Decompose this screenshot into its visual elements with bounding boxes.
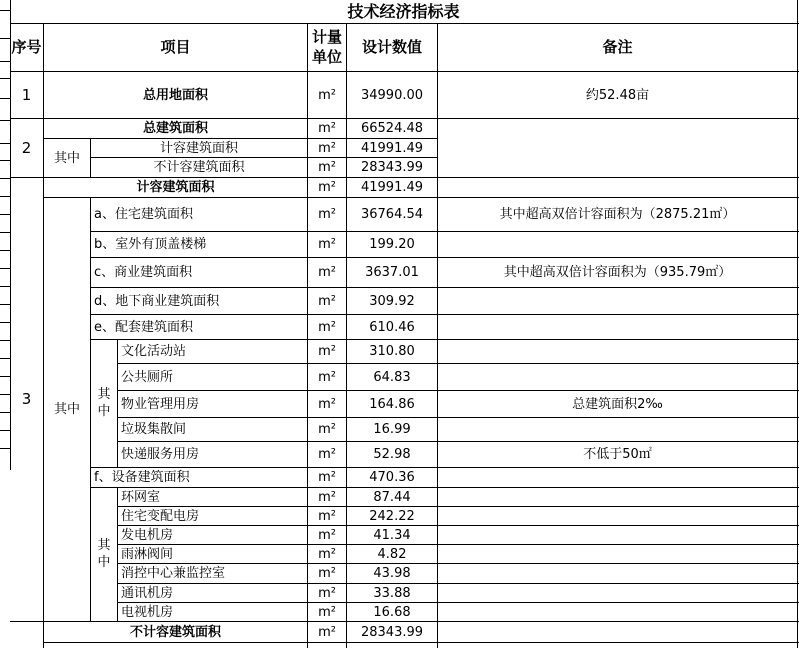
stub-line: [0, 412, 10, 413]
stub-line: [0, 38, 10, 39]
stub-line: [0, 196, 10, 197]
row-f3-item: 发电机房: [121, 527, 174, 543]
row-f5-value: 43.98: [373, 566, 411, 581]
row-e-unit: m²: [318, 319, 336, 335]
stub-line: [0, 322, 10, 323]
row-e-item: e、配套建筑面积: [94, 319, 193, 335]
stub-line: [0, 286, 10, 287]
header-unit: [308, 24, 346, 71]
row2-sub-label: 其中: [53, 150, 80, 166]
row-f4-value: 4.82: [377, 546, 407, 562]
header-value: 设计数值: [361, 38, 422, 56]
row2-unit: m²: [318, 121, 336, 136]
row-f1-item: 环网室: [121, 489, 161, 505]
row-f-sub-2: 中: [97, 554, 111, 570]
stub-line: [0, 394, 10, 395]
row-f4-item: 雨淋阀间: [121, 546, 174, 562]
row-f2-unit: m²: [318, 508, 336, 524]
row-e-sub-2: 中: [97, 403, 111, 419]
row-f4-unit: m²: [318, 546, 336, 562]
stub-line: [0, 376, 10, 377]
row-f-value: 470.36: [369, 470, 415, 485]
row-a-unit: m²: [318, 207, 336, 222]
grid-line: [43, 642, 799, 643]
row-e3-unit: m²: [318, 396, 336, 412]
grid-line: [117, 339, 118, 467]
row-f6-value: 33.88: [373, 585, 411, 601]
stub-line: [0, 448, 10, 449]
stub-line: [0, 232, 10, 233]
stub-line: [0, 178, 10, 179]
stub-line: [0, 143, 10, 144]
row-b-value: 199.20: [369, 237, 415, 252]
table-title: 技术经济指标表: [347, 1, 460, 21]
row-e-sub-label: [91, 340, 117, 467]
stub-line: [0, 10, 10, 11]
row2a-value: 41991.49: [360, 140, 424, 156]
stub-line: [0, 358, 10, 359]
header-unit-line2: 单位: [311, 47, 342, 66]
row1-seq: 1: [21, 85, 32, 104]
stub-line: [0, 340, 10, 341]
row2-seq: 2: [21, 138, 32, 157]
row4-unit: m²: [318, 624, 336, 640]
row-f5-unit: m²: [318, 566, 336, 581]
row-f7-value: 16.68: [373, 604, 411, 620]
row-f3-value: 41.34: [373, 527, 411, 543]
row-f2-value: 242.22: [369, 508, 415, 524]
stub-line: [0, 304, 10, 305]
row2a-unit: m²: [318, 140, 336, 156]
stub-line: [0, 120, 10, 121]
row-f5-item: 消控中心兼监控室: [121, 566, 226, 581]
row2b-value: 28343.99: [360, 160, 424, 175]
row-d-value: 309.92: [369, 293, 415, 309]
row-f2-item: 住宅变配电房: [121, 508, 200, 524]
row2a-item: 计容建筑面积: [159, 140, 238, 156]
row3-item: 计容建筑面积: [136, 180, 215, 195]
row-a-note: 其中超高双倍计容面积为（2875.21㎡）: [499, 207, 736, 222]
stub-line: [0, 160, 10, 161]
row-f3-unit: m²: [318, 527, 336, 543]
row-e5-note: 不低于50㎡: [583, 447, 652, 462]
row-c-item: c、商业建筑面积: [94, 265, 193, 280]
row-e1-unit: m²: [318, 344, 336, 359]
row-f-unit: m²: [318, 470, 336, 485]
header-seq: 序号: [11, 38, 42, 56]
row3-unit: m²: [318, 180, 336, 195]
row-e4-item: 垃圾集散间: [121, 422, 187, 437]
row-e4-value: 16.99: [373, 422, 411, 437]
row-b-unit: m²: [318, 237, 336, 252]
stub-line: [0, 430, 10, 431]
stub-line: [0, 268, 10, 269]
row2-item: 总建筑面积: [142, 121, 208, 136]
row-e-sub-1: 其: [97, 386, 111, 402]
row-e3-value: 164.86: [369, 396, 415, 412]
row2b-unit: m²: [318, 160, 336, 175]
stub-line: [0, 98, 10, 99]
row3-seq: 3: [21, 390, 32, 408]
row-e5-item: 快递服务用房: [121, 447, 200, 462]
row-e2-unit: m²: [318, 369, 336, 385]
row-f1-unit: m²: [318, 489, 336, 505]
row2-value: 66524.48: [360, 121, 424, 136]
row3-value: 41991.49: [360, 180, 424, 195]
row-f7-item: 电视机房: [121, 604, 174, 620]
header-unit-line1: 计量: [311, 28, 342, 46]
row-b-item: b、室外有顶盖楼梯: [94, 237, 207, 252]
row1-value: 34990.00: [360, 87, 424, 103]
header-item: 项目: [160, 38, 191, 56]
row-e-value: 610.46: [369, 319, 415, 335]
row-f-sub-label: [91, 488, 117, 621]
row-f6-item: 通讯机房: [121, 585, 174, 601]
grid-line: [117, 487, 118, 621]
stub-line: [0, 214, 10, 215]
row-e2-item: 公共厕所: [121, 369, 174, 385]
row-e2-value: 64.83: [373, 369, 411, 385]
stub-line: [0, 61, 10, 62]
row-f-item: f、设备建筑面积: [94, 470, 190, 485]
stub-line: [0, 250, 10, 251]
row-e1-item: 文化活动站: [121, 344, 187, 359]
row-e4-unit: m²: [318, 422, 336, 437]
row1-item: 总用地面积: [142, 87, 208, 103]
row3-sub-label: 其中: [53, 402, 80, 417]
row1-unit: m²: [318, 87, 336, 103]
row-d-unit: m²: [318, 293, 336, 309]
row1-note: 约52.48亩: [585, 87, 650, 103]
row-f-sub-1: 其: [97, 537, 111, 553]
row-e3-item: 物业管理用房: [121, 396, 200, 412]
row-a-item: a、住宅建筑面积: [94, 207, 193, 222]
row-e3-note: 总建筑面积2‰: [572, 396, 663, 412]
row-f1-value: 87.44: [373, 489, 411, 505]
row-e5-unit: m²: [318, 447, 336, 462]
row-c-note: 其中超高双倍计容面积为（935.79㎡）: [503, 265, 732, 280]
row-d-item: d、地下商业建筑面积: [94, 293, 220, 309]
row-e5-value: 52.98: [373, 447, 411, 462]
row-a-value: 36764.54: [360, 207, 424, 222]
header-note: 备注: [602, 38, 633, 56]
row4-item: 不计容建筑面积: [129, 624, 221, 640]
row-f6-unit: m²: [318, 585, 336, 601]
row-c-value: 3637.01: [365, 265, 419, 280]
row2b-item: 不计容建筑面积: [153, 160, 245, 175]
row-f7-unit: m²: [318, 604, 336, 620]
row-c-unit: m²: [318, 265, 336, 280]
row-e1-value: 310.80: [369, 344, 415, 359]
row4-value: 28343.99: [360, 624, 424, 640]
grid-line: [797, 0, 798, 648]
stub-line: [0, 78, 10, 79]
